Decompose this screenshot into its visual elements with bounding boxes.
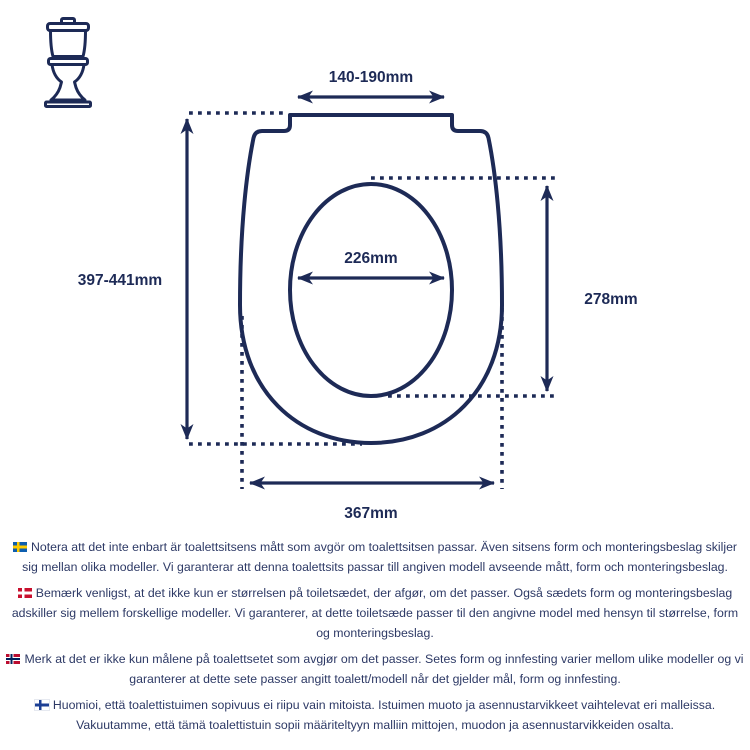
hinge-width-label: 140-190mm <box>328 69 414 86</box>
note-norwegian-text: Merk at det er ikke kun målene på toalettsetet som avgjør om det passer. Setes form og innfesting varier mellom ulike modeller og vi garanterer at dette sete passer angitt toalett/modell når det gjelder mål, form og innfesting. <box>24 652 744 686</box>
seat-inner-ring <box>290 184 452 396</box>
norway-flag-icon <box>6 654 20 664</box>
note-swedish <box>5 537 745 577</box>
finland-flag-icon <box>35 700 49 710</box>
outer-width-label: 367mm <box>344 505 398 522</box>
note-finnish-text: Huomioi, että toalettistuimen sopivuus ei riipu vain mitoista. Istuimen muoto ja asennustarvikkeet vaihtelevat eri malleissa. Vakuutamme, että tämä toalettistuin sopii määriteltyyn malliin mittojen, muodon ja asennustarvikkeiden osalta. <box>52 698 716 732</box>
fit-notes <box>0 537 750 741</box>
note-danish-text: Bemærk venligst, at det ikke kun er størrelsen på toiletsædet, der afgør, om det passer. Også sædets form og monteringsbeslag adskiller sig mellem forskellige modeller. Vi garanterer, at dette toiletsæde passer til den angivne model med hensyn til størrelse, form og monteringsbeslag. <box>11 586 739 640</box>
inner-width-label: 226mm <box>344 250 398 267</box>
note-norwegian <box>5 649 745 689</box>
note-finnish <box>5 695 745 735</box>
inner-length-label: 278mm <box>584 291 638 308</box>
denmark-flag-icon <box>18 588 32 598</box>
sweden-flag-icon <box>13 542 27 552</box>
note-swedish-text: Notera att det inte enbart är toalettsitsens mått som avgör om toalettsitsen passar. Även sitsens form och monteringsbeslag skiljer sig mellan olika modeller. Vi garanterar att denna toalettsits passar till angiven modell avseende mått, form och monteringsbeslag. <box>22 540 738 574</box>
length-range-label: 397-441mm <box>77 272 163 289</box>
note-danish <box>5 583 745 643</box>
